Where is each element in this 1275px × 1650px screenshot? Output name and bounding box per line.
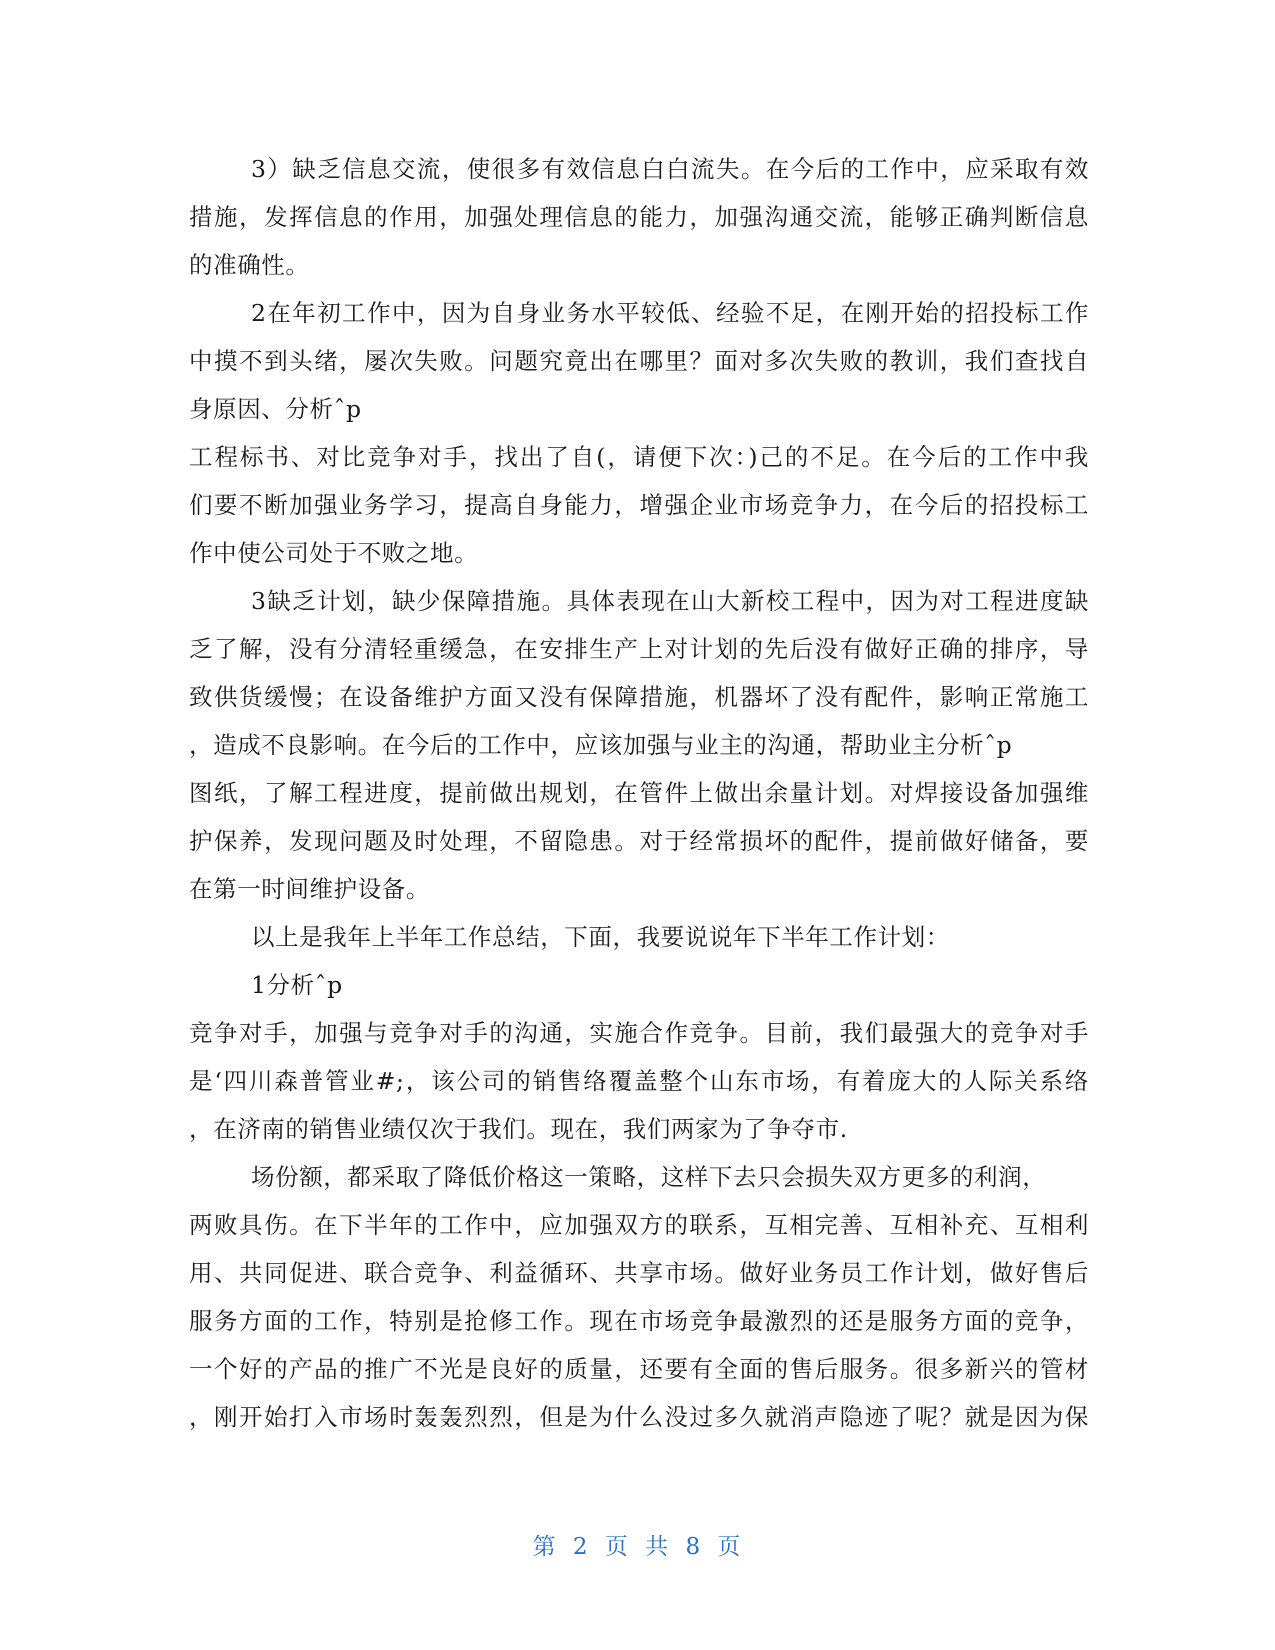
paragraph-line: 措施，发挥信息的作用，加强处理信息的能力，加强沟通交流，能够正确判断信息 — [189, 203, 1089, 231]
paragraph-line: 2在年初工作中，因为自身业务水平较低、经验不足，在刚开始的招投标工作 — [251, 299, 1089, 327]
paragraph-line: 1分析ˆp — [251, 971, 343, 999]
paragraph-line: 护保养，发现问题及时处理，不留隐患。对于经常损坏的配件，提前做好储备，要 — [189, 827, 1089, 855]
paragraph-line: 一个好的产品的推广不光是良好的质量，还要有全面的售后服务。很多新兴的管材 — [189, 1355, 1089, 1383]
paragraph-line: 竞争对手，加强与竞争对手的沟通，实施合作竞争。目前，我们最强大的竞争对手 — [189, 1019, 1089, 1047]
paragraph-line: 图纸，了解工程进度，提前做出规划，在管件上做出余量计划。对焊接设备加强维 — [189, 779, 1089, 807]
paragraph-line: ，刚开始打入市场时轰轰烈烈，但是为什么没过多久就消声隐迹了呢？就是因为保 — [189, 1403, 1089, 1431]
paragraph-line: 两败具伤。在下半年的工作中，应加强双方的联系，互相完善、互相补充、互相利 — [189, 1211, 1089, 1239]
paragraph-line: ，造成不良影响。在今后的工作中，应该加强与业主的沟通，帮助业主分析ˆp — [189, 731, 1013, 759]
paragraph-line: 作中使公司处于不败之地。 — [189, 539, 479, 567]
paragraph-line: ，在济南的销售业绩仅次于我们。现在，我们两家为了争夺市. — [189, 1115, 848, 1143]
paragraph-line: 3缺乏计划，缺少保障措施。具体表现在山大新校工程中，因为对工程进度缺 — [251, 587, 1089, 615]
paragraph-line: 用、共同促进、联合竞争、利益循环、共享市场。做好业务员工作计划，做好售后 — [189, 1259, 1089, 1287]
paragraph-line: 中摸不到头绪，屡次失败。问题究竟出在哪里？面对多次失败的教训，我们查找自 — [189, 347, 1089, 375]
paragraph-line: 在第一时间维护设备。 — [189, 875, 430, 903]
paragraph-line: 是‘四川森普管业#;，该公司的销售络覆盖整个山东市场，有着庞大的人际关系络 — [189, 1067, 1089, 1095]
paragraph-line: 身原因、分析ˆp — [189, 395, 362, 423]
paragraph-line: 致供货缓慢；在设备维护方面又没有保障措施，机器坏了没有配件，影响正常施工 — [189, 683, 1089, 711]
paragraph-line: 工程标书、对比竞争对手，找出了自(，请便下次：)己的不足。在今后的工作中我 — [189, 443, 1089, 471]
paragraph-line: 的准确性。 — [189, 251, 310, 279]
document-body — [189, 145, 1089, 1441]
paragraph-line: 服务方面的工作，特别是抢修工作。现在市场竞争最激烈的还是服务方面的竞争， — [189, 1307, 1089, 1335]
paragraph-line: 场份额，都采取了降低价格这一策略，这样下去只会损失双方更多的利润， — [251, 1163, 1047, 1191]
paragraph-line: 乏了解，没有分清轻重缓急，在安排生产上对计划的先后没有做好正确的排序，导 — [189, 635, 1089, 663]
paragraph-line: 们要不断加强业务学习，提高自身能力，增强企业市场竞争力，在今后的招投标工 — [189, 491, 1089, 519]
page-number-footer: 第 2 页 共 8 页 — [532, 1534, 743, 1560]
paragraph-line: 3）缺乏信息交流，使很多有效信息白白流失。在今后的工作中，应采取有效 — [251, 155, 1089, 183]
paragraph-line: 以上是我年上半年工作总结，下面，我要说说年下半年工作计划： — [251, 923, 950, 951]
